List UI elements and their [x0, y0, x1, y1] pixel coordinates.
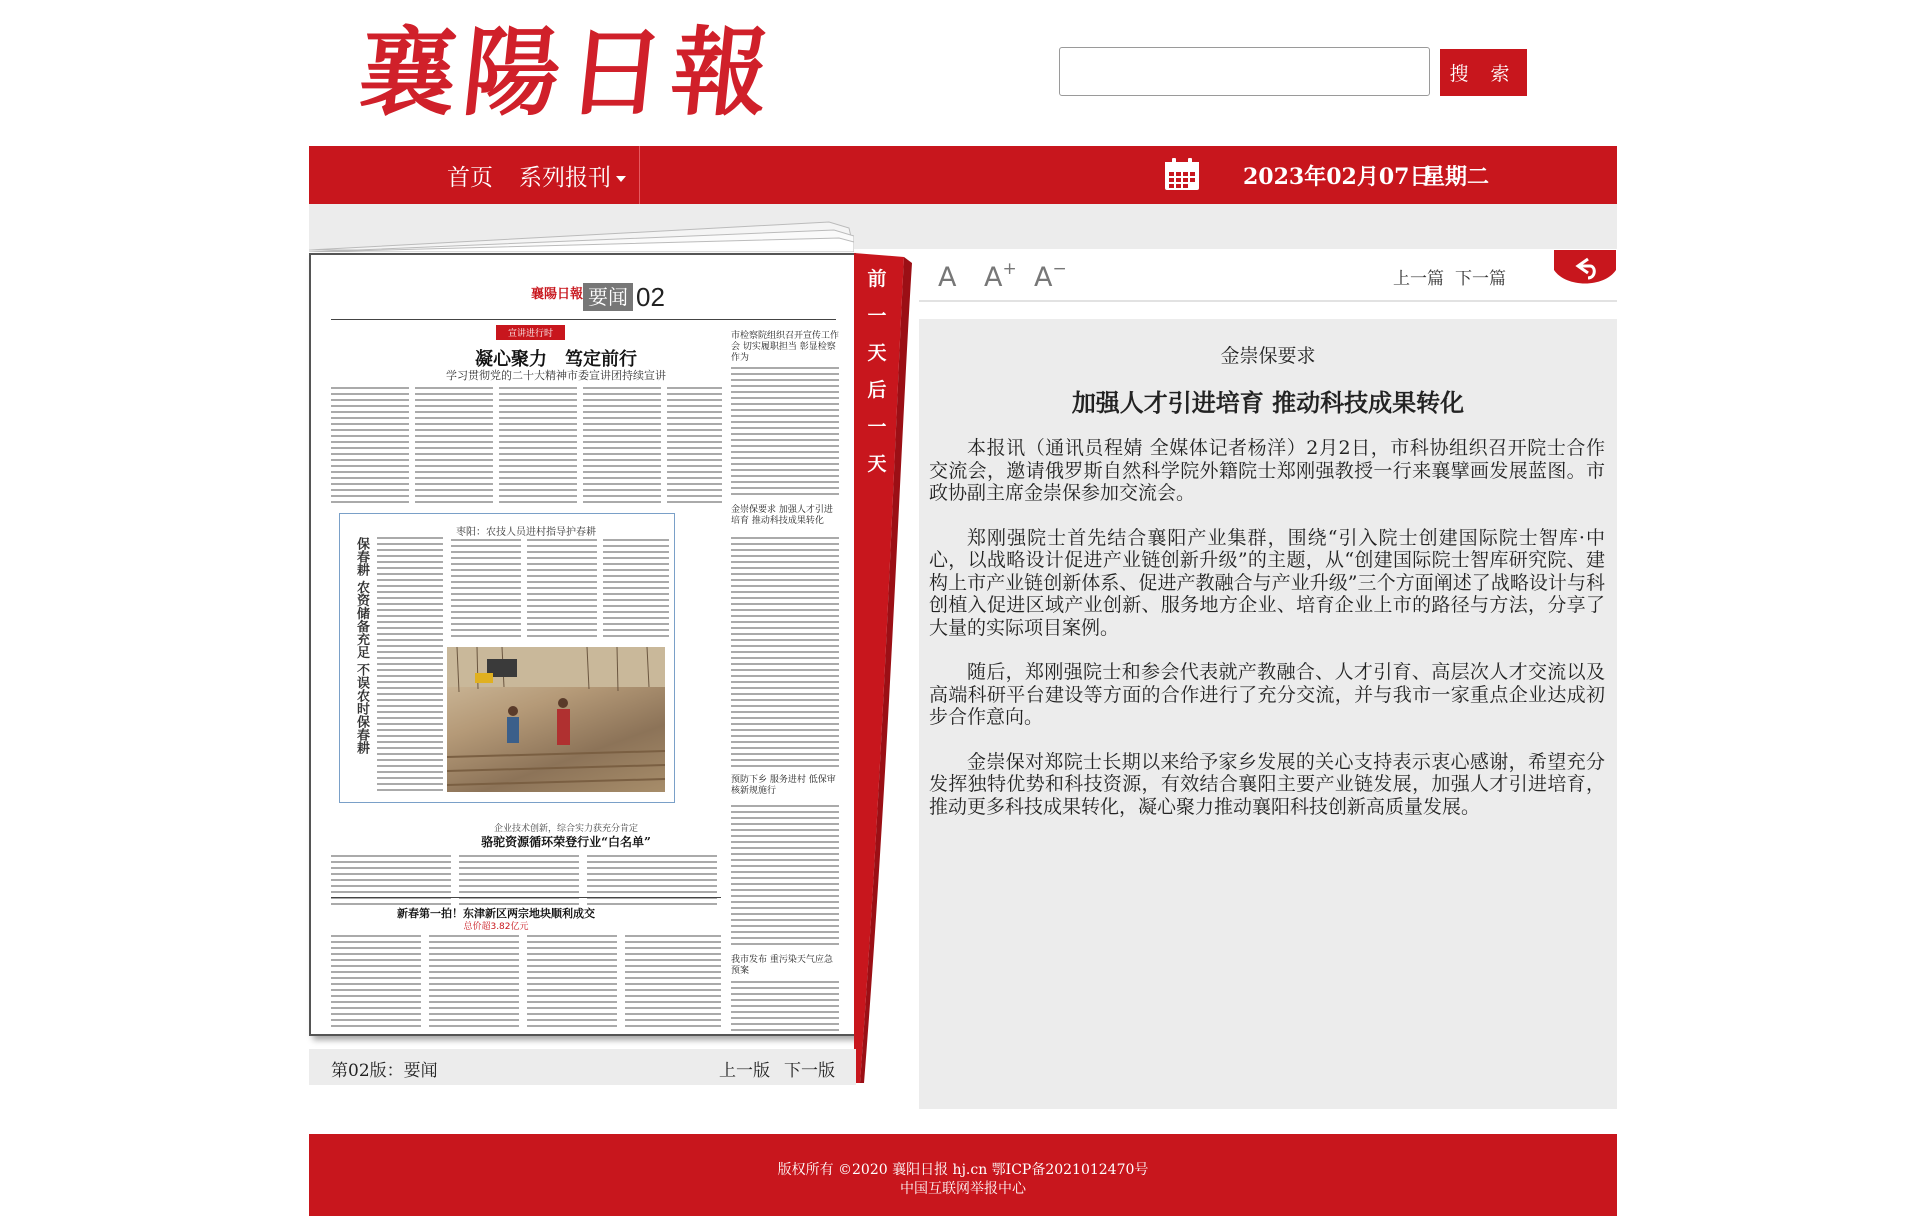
main-navbar [309, 146, 1617, 204]
thumb-text-column [731, 537, 839, 767]
article-paragraph: 金崇保对郑院士长期以来给予家乡发展的关心支持表示衷心感谢，希望充分发挥独特优势和科技资源，有效结合襄阳主要产业链发展，加强人才引进培育，推动更多科技成果转化，凝心聚力推动襄阳科技创新高质量发展。 [929, 750, 1605, 818]
side-tab-char: 前 [867, 268, 887, 290]
side-tab-char: 天 [867, 453, 887, 475]
thumb-text-column [527, 935, 617, 1027]
thumb-rule [331, 897, 721, 898]
thumb-third-subhead: 总价超3.82亿元 [463, 922, 529, 932]
thumb-header [531, 283, 671, 323]
thumb-text-column [499, 387, 577, 507]
side-tab-char: 后 [867, 379, 887, 401]
thumb-headline[interactable]: 凝心聚力 笃定前行 [475, 349, 637, 370]
thumb-second-caption: 企业技术创新，综合实力获充分肯定 [493, 824, 638, 834]
thumb-text-column [731, 981, 839, 1031]
thumb-vertical-headline: 保春耕 农资储备充足 不误农时保春耕 [354, 537, 369, 755]
side-tab-char: 一 [867, 416, 887, 438]
search-button[interactable]: 搜 索 [1440, 49, 1527, 96]
thumb-right-head[interactable]: 金崇保要求 加强人才引进培育 推动科技成果转化 [731, 505, 833, 526]
current-page-label: 第02版：要闻 [331, 1061, 438, 1081]
calendar-icon [1164, 158, 1200, 191]
page-nav-bar [309, 1049, 856, 1085]
minus-icon: − [1052, 259, 1067, 279]
article-paragraph: 本报讯（通讯员程婧 全媒体记者杨洋）2月2日，市科协组织召开院士合作交流会，邀请俄罗斯自然科学院外籍院士郑刚强教授一行来襄擘画发展蓝图。市政协副主席金崇保参加交流会。 [929, 437, 1605, 504]
search-input[interactable] [1059, 47, 1430, 96]
thumb-text-column [583, 387, 661, 507]
thumb-text-column [331, 387, 409, 507]
prev-day-link[interactable] [866, 261, 888, 372]
article-body [929, 437, 1605, 840]
thumb-box-title: 枣阳：农技人员进村指导护春耕 [456, 527, 596, 538]
thumb-tag: 宣讲进行时 [496, 325, 565, 340]
thumb-text-column [731, 805, 839, 945]
next-article-link[interactable]: 下一篇 [1455, 269, 1506, 289]
thumb-text-column [625, 935, 721, 1027]
article-panel [919, 319, 1617, 1109]
toolbar-divider [919, 300, 1617, 302]
issue-date: 2023年02月07日 [1243, 164, 1432, 190]
font-plus-letter: A [984, 262, 1003, 293]
page-thumbnail[interactable] [309, 253, 856, 1036]
thumb-right-head[interactable]: 市检察院组织召开宣传工作会 切实履职担当 彰显检察作为 [731, 331, 840, 363]
side-tab-char: 天 [867, 342, 887, 364]
plus-icon: + [1002, 259, 1017, 279]
thumb-logo: 襄陽日報 [531, 287, 584, 302]
nav-series-dropdown[interactable] [519, 159, 638, 192]
nav-home-link[interactable]: 首页 [447, 165, 493, 191]
site-footer [309, 1134, 1617, 1216]
prev-page-link[interactable]: 上一版 [719, 1061, 770, 1081]
prev-article-link[interactable]: 上一篇 [1393, 269, 1444, 289]
article-paragraph: 郑刚强院士首先结合襄阳产业集群，围绕“引入院士创建国际院士智库·中心，以战略设计促进产业链创新升级”的主题，从“创建国际院士智库研究院、建构上市产业链创新体系、促进产教融合与产业升级”三个方面阐述了战略设计与科创植入促进区域产业创新、服务地方企业、培育企业上市的路径与方法，分享了大量的实际项目案例。 [929, 526, 1605, 639]
thumb-second-headline[interactable]: 骆驼资源循环荣登行业“白名单” [481, 835, 651, 849]
thumb-text-column [415, 387, 493, 507]
thumb-section-label: 要闻 [583, 283, 633, 311]
thumb-text-column [667, 387, 722, 507]
thumb-third-headline[interactable]: 新春第一拍！东津新区两宗地块顺利成交 [397, 907, 595, 920]
chevron-down-icon [616, 176, 626, 182]
thumb-page-number: 02 [636, 282, 665, 312]
thumb-text-column [331, 935, 421, 1027]
thumb-text-column [377, 537, 443, 792]
thumb-farm-photo[interactable] [447, 647, 665, 792]
thumb-text-column [603, 539, 669, 639]
newspaper-logo[interactable]: 襄陽日報 [354, 16, 782, 129]
thumb-text-column [731, 367, 839, 497]
thumb-rule [331, 319, 836, 320]
article-paragraph: 随后，郑刚强院士和参会代表就产教融合、人才引育、高层次人才交流以及高端科研平台建设等方面的合作进行了充分交流，并与我市一家重点企业达成初步合作意向。 [929, 661, 1605, 728]
side-tab-labels [866, 261, 888, 483]
next-day-link[interactable] [866, 372, 888, 483]
day-switch-tab [854, 253, 912, 1083]
nav-divider [639, 146, 640, 204]
side-tab-char: 一 [867, 305, 887, 327]
font-minus-letter: A [1034, 262, 1053, 293]
copyright-text: 版权所有 ©2020 襄阳日报 hj.cn 鄂ICP备2021012470号 [777, 1162, 1149, 1178]
font-size-reset-button[interactable]: A [938, 262, 957, 293]
article-kicker: 金崇保要求 [1220, 345, 1316, 367]
thumb-subhead: 学习贯彻党的二十大精神市委宣讲团持续宣讲 [446, 369, 666, 382]
thumb-right-head[interactable]: 预防下乡 服务进村 低保审核新规施行 [731, 775, 836, 796]
thumb-text-column [527, 539, 597, 639]
issue-weekday: 星期二 [1423, 164, 1490, 190]
article-title: 加强人才引进培育 推动科技成果转化 [1071, 388, 1465, 417]
farm-photo-illustration [447, 647, 665, 792]
next-page-link[interactable]: 下一版 [784, 1061, 835, 1081]
back-icon[interactable] [1554, 250, 1616, 288]
thumb-text-column [429, 935, 519, 1027]
report-center-link[interactable]: 中国互联网举报中心 [900, 1181, 1026, 1197]
masthead [0, 0, 1914, 145]
thumb-right-head[interactable]: 我市发布 重污染天气应急预案 [731, 955, 833, 976]
paper-stack-decoration [309, 212, 854, 252]
thumb-text-column [451, 539, 521, 639]
nav-series-label: 系列报刊 [519, 165, 611, 191]
font-size-decrease-button[interactable] [1034, 259, 1067, 293]
font-size-increase-button[interactable] [984, 259, 1017, 293]
